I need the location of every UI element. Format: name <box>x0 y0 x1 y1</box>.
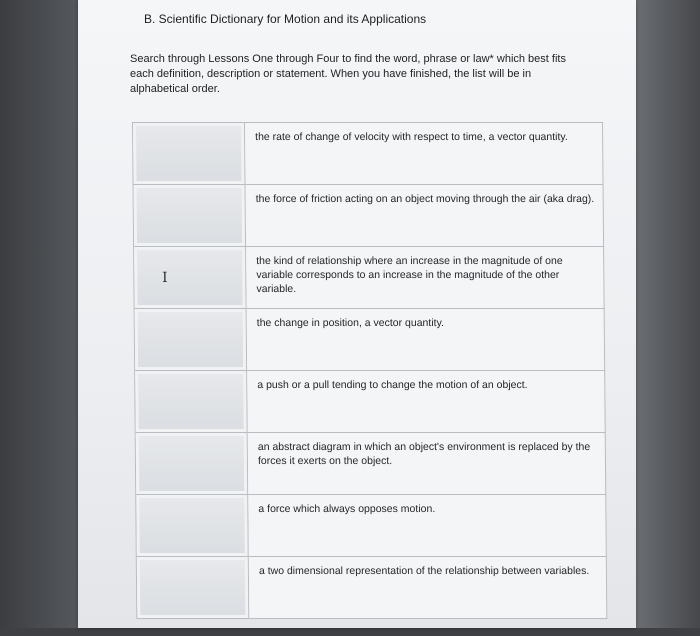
background-bottom <box>0 628 700 636</box>
dictionary-table <box>132 122 607 619</box>
table-row <box>137 557 608 619</box>
table-row <box>134 247 605 309</box>
table-row <box>136 433 607 495</box>
worksheet-page <box>78 0 636 628</box>
term-input-cell-6[interactable] <box>136 433 249 495</box>
background-left <box>0 0 78 636</box>
table-row <box>135 371 606 433</box>
term-input-cell-7[interactable] <box>136 495 249 557</box>
table-row <box>134 185 605 247</box>
definition-cell: a two dimensional representation of the relationship between variables. <box>249 557 608 619</box>
definition-cell: the force of friction acting on an object moving through the air (aka drag). <box>246 185 605 247</box>
definition-cell: the change in position, a vector quantity. <box>247 309 606 371</box>
table-row <box>135 309 606 371</box>
term-input-cell-1[interactable] <box>133 123 246 185</box>
table-row <box>133 123 604 185</box>
definition-cell: a push or a pull tending to change the motion of an object. <box>247 371 606 433</box>
table-row <box>136 495 607 557</box>
term-input-cell-3[interactable] <box>134 247 247 309</box>
instructions-text: Search through Lessons One through Four to find the word, phrase or law* which best fits each definition, description or statement. When you have finished, the list will be in alphabetical order. <box>130 53 566 95</box>
section-title: B. Scientific Dictionary for Motion and its Applications <box>144 12 427 26</box>
background-right <box>636 0 700 636</box>
term-input-cell-4[interactable] <box>135 309 248 371</box>
definition-cell: the rate of change of velocity with respect to time, a vector quantity. <box>245 123 604 185</box>
term-input-cell-5[interactable] <box>135 371 248 433</box>
definition-cell: the kind of relationship where an increase in the magnitude of one variable corresponds to an increase in the magnitude of the other variable. <box>246 247 605 309</box>
definition-cell: an abstract diagram in which an object's environment is replaced by the forces it exerts on the object. <box>248 433 607 495</box>
text-cursor-icon: I <box>162 269 168 286</box>
term-input-cell-2[interactable] <box>134 185 247 247</box>
definition-cell: a force which always opposes motion. <box>248 495 607 557</box>
term-input-cell-8[interactable] <box>137 557 250 619</box>
